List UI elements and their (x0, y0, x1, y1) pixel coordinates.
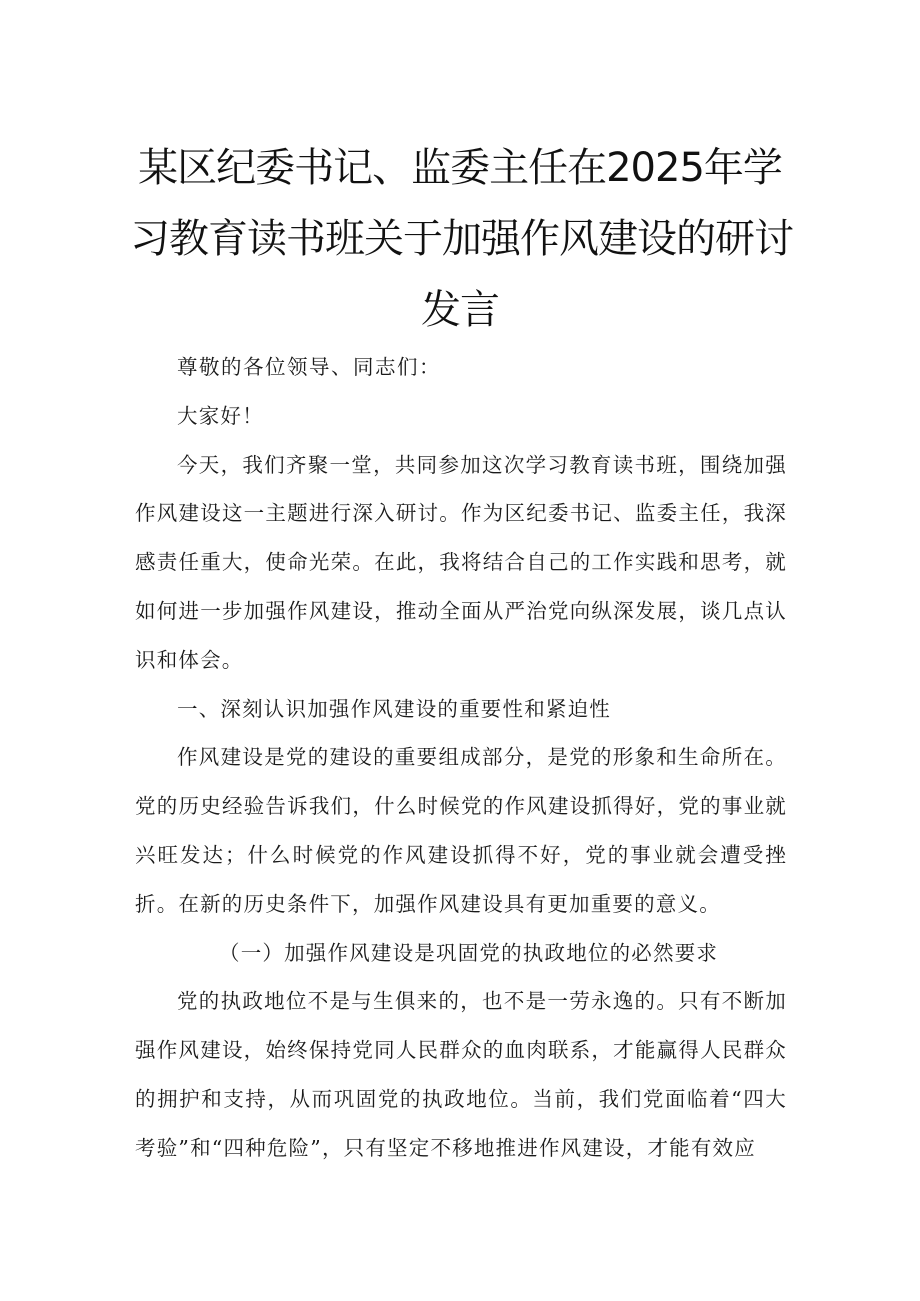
body-paragraph: 今天，我们齐聚一堂，共同参加这次学习教育读书班，围绕加强作风建设这一主题进行深入研讨。作为区纪委书记、监委主任，我深感责任重大，使命光荣。在此，我将结合自己的工作实践和思考，就如何进一步加强作风建设，推动全面从严治党向纵深发展，谈几点认识和体会。 (135, 452, 787, 672)
document-title (130, 133, 793, 346)
section-heading: 一、深刻认识加强作风建设的重要性和紧迫性 (177, 696, 611, 721)
body-paragraph: 作风建设是党的建设的重要组成部分，是党的形象和生命所在。党的历史经验告诉我们，什么时候党的作风建设抓得好，党的事业就兴旺发达；什么时候党的作风建设抓得不好，党的事业就会遭受挫折。在新的历史条件下，加强作风建设具有更加重要的意义。 (135, 745, 787, 916)
greeting: 大家好！ (177, 403, 264, 428)
title-line: 习教育读书班关于加强作风建设的研讨 (130, 216, 793, 262)
subsection-heading: （一）加强作风建设是巩固党的执政地位的必然要求 (219, 940, 719, 965)
document-body (135, 343, 787, 1173)
title-line: 某区纪委书记、监委主任在2025年学 (138, 145, 782, 191)
body-paragraph: 党的执政地位不是与生俱来的，也不是一劳永逸的。只有不断加强作风建设，始终保持党同人民群众的血肉联系，才能赢得人民群众的拥护和支持，从而巩固党的执政地位。当前，我们党面临着“四大考验”和“四种危险”，只有坚定不移地推进作风建设，才能有效应 (135, 989, 787, 1160)
salutation: 尊敬的各位领导、同志们： (177, 355, 441, 379)
title-line: 发言 (421, 287, 499, 333)
